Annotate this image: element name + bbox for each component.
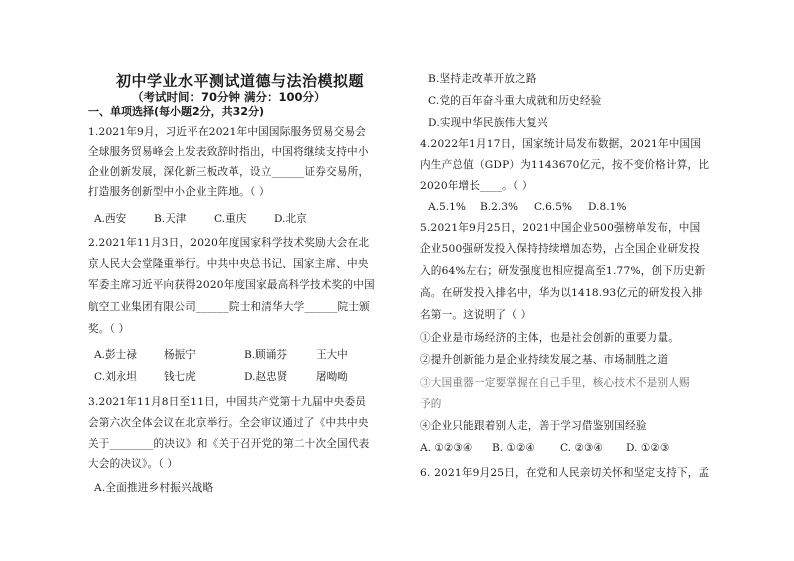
q2-option-c: C.刘永坦 xyxy=(94,371,137,383)
q5-statement-2: ②提升创新能力是企业持续发展之基、市场制胜之道 xyxy=(420,354,669,366)
q3-line: 会第六次全体会议在北京举行。全会审议通过了《中共中央 xyxy=(88,417,369,429)
exam-subtitle: （考试时间：70分钟 满分：100分） xyxy=(132,90,326,104)
q5-statement-4: ④企业只能跟着别人走，善于学习借鉴别国经验 xyxy=(420,420,647,432)
q5-statement-3-cont: 予的 xyxy=(420,398,442,410)
q2-line: 奖。（ ） xyxy=(88,323,130,335)
section-heading: 一、单项选择(每小题2分，共32分) xyxy=(88,105,265,118)
q1-option-a: A.西安 xyxy=(94,213,127,225)
q2-line: 京人民大会堂隆重举行。中共中央总书记、国家主席、中央 xyxy=(88,258,369,270)
q5-statement-3: ③大国重器一定要掌握在自己手里，核心技术不是别人赐 xyxy=(420,377,690,389)
q5-option-d: D. ①②③ xyxy=(626,442,670,454)
q1-line: 企业创新发展，深化新三板改革，设立______证券交易所， xyxy=(88,166,370,178)
q5-line: 名第一。这说明了（ ） xyxy=(420,309,532,321)
q5-line: 入的64%左右；研发强度也相应提高至1.77%，创下历史新 xyxy=(420,265,706,277)
q3-option-d: D.实现中华民族伟大复兴 xyxy=(428,117,548,129)
q5-option-c: C. ②③④ xyxy=(560,442,603,454)
q1-option-d: D.北京 xyxy=(274,213,307,225)
q2-option-c-second: 钱七虎 xyxy=(164,371,196,383)
q4-option-d: D.8.1% xyxy=(588,201,627,213)
q4-line: 内生产总值（GDP）为1143670亿元，按不变价格计算，比 xyxy=(420,159,710,171)
q2-option-b-second: 王大中 xyxy=(316,349,348,361)
exam-title: 初中学业水平测试道德与法治模拟题 xyxy=(116,72,365,90)
q4-option-c: C.6.5% xyxy=(534,201,573,213)
q2-option-d: D.赵忠贤 xyxy=(244,371,288,383)
q4-option-b: B.2.3% xyxy=(480,201,519,213)
q5-line: 5.2021年9月25日，2021中国企业500强榜单发布，中国 xyxy=(420,222,701,234)
q5-line: 企业500强研发投入保持持续增加态势，占全国企业研发投 xyxy=(420,243,700,255)
q1-option-b: B.天津 xyxy=(154,213,187,225)
q3-option-c: C.党的百年奋斗重大成就和历史经验 xyxy=(428,95,602,107)
q3-line: 关于________的决议》和《关于召开党的第二十次全国代表 xyxy=(88,438,370,450)
q2-option-a: A.彭士禄 xyxy=(94,349,137,361)
q4-line: 4.2022年1月17日，国家统计局发布数据，2021年中国国 xyxy=(420,138,702,150)
q5-line: 高。在研发投入排名中，华为以1418.93亿元的研发投入排 xyxy=(420,287,703,299)
q1-line: 1.2021年9月，习近平在2021年中国国际服务贸易交易会 xyxy=(88,126,367,138)
q6-line: 6. 2021年9月25日，在党和人民亲切关怀和坚定支持下，孟 xyxy=(420,467,710,479)
q4-option-a: A.5.1% xyxy=(428,201,466,213)
q2-option-a-second: 杨振宁 xyxy=(164,349,196,361)
q3-option-b: B.坚持走改革开放之路 xyxy=(428,73,537,85)
q5-statement-1: ①企业是市场经济的主体，也是社会创新的重要力量。 xyxy=(420,332,680,344)
q1-line: 全球服务贸易峰会上发表致辞时指出，中国将继续支持中小 xyxy=(88,146,369,158)
q2-line: 航空工业集团有限公司______院士和清华大学______院士颁 xyxy=(88,301,370,313)
q3-option-a: A.全面推进乡村振兴战略 xyxy=(94,482,214,494)
q2-line: 军委主席习近平向获得2020年度国家最高科学技术奖的中国 xyxy=(88,279,375,291)
q2-line: 2.2021年11月3日，2020年度国家科学技术奖励大会在北 xyxy=(88,237,370,249)
q2-option-d-second: 屠呦呦 xyxy=(316,371,348,383)
q1-line: 打造服务创新型中小企业主阵地。（ ） xyxy=(88,186,270,198)
q5-option-a: A. ①②③④ xyxy=(420,442,473,454)
q4-line: 2020年增长____。（ ） xyxy=(420,180,533,192)
q1-option-c: C.重庆 xyxy=(214,213,247,225)
q5-option-b: B. ①②④ xyxy=(492,442,536,454)
q3-line: 3.2021年11月8日至11日，中国共产党第十九届中央委员 xyxy=(88,396,367,408)
q3-line: 大会的决议》。（ ） xyxy=(88,458,179,470)
q2-option-b: B.顾诵芬 xyxy=(244,349,287,361)
